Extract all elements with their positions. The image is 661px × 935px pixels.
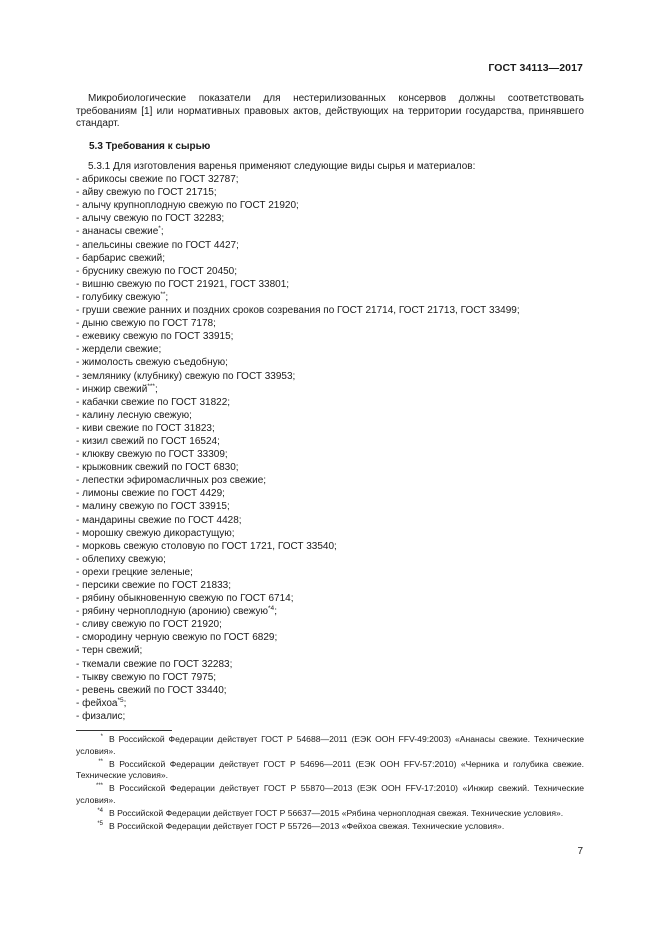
list-item	[76, 173, 586, 186]
list-item-text: - инжир свежий	[76, 383, 148, 395]
list-item	[76, 199, 586, 212]
list-item	[76, 435, 586, 448]
list-item	[76, 487, 586, 500]
list-item-text: - облепиху свежую;	[76, 553, 166, 565]
list-item	[76, 239, 586, 252]
footnote	[76, 759, 584, 782]
list-item	[76, 527, 586, 540]
footnotes	[76, 734, 584, 834]
list-item	[76, 579, 586, 592]
list-item	[76, 343, 586, 356]
list-item	[76, 514, 586, 527]
list-item-tail: ;	[274, 606, 277, 618]
list-item	[76, 540, 586, 553]
footnote-mark	[76, 734, 109, 746]
list-item	[76, 618, 586, 631]
list-item	[76, 370, 586, 383]
intro-text: Микробиологические показатели для нестерилизованных консервов должны соответствовать требованиям [1] или нормативных правовых актов, действующих на территории государства, принявшего стандарт.	[76, 93, 584, 130]
intro-paragraph	[76, 93, 584, 131]
list-item	[76, 553, 586, 566]
raw-materials-list	[76, 173, 586, 723]
list-item-text: - барбарис свежий;	[76, 252, 166, 264]
list-item	[76, 671, 586, 684]
list-item	[76, 186, 586, 199]
list-item	[76, 697, 586, 710]
list-item-text: - киви свежие по ГОСТ 31823;	[76, 422, 215, 434]
list-item-text: - ткемали свежие по ГОСТ 32283;	[76, 658, 233, 670]
list-item-text: - тыкву свежую по ГОСТ 7975;	[76, 671, 217, 683]
footnote-ref: *	[158, 225, 161, 233]
list-item	[76, 605, 586, 618]
list-item	[76, 684, 586, 697]
standard-code-header: ГОСТ 34113—2017	[488, 62, 583, 74]
list-item-text: - персики свежие по ГОСТ 21833;	[76, 580, 231, 591]
list-item-text: - калину лесную свежую;	[76, 409, 192, 421]
list-item-text: - апельсины свежие по ГОСТ 4427;	[76, 239, 239, 251]
list-item-text: - орехи грецкие зеленые;	[76, 566, 193, 578]
list-item-text: - жимолость свежую съедобную;	[76, 357, 228, 369]
list-intro: 5.3.1 Для изготовления варенья применяют следующие виды сырья и материалов:	[88, 161, 476, 172]
footnote-text: В Российской Федерации действует ГОСТ Р 56637—2015 «Рябина черноплодная свежая. Технические условия».	[109, 808, 564, 819]
list-item-text: - рябину обыкновенную свежую по ГОСТ 6714;	[76, 593, 294, 605]
list-item	[76, 317, 586, 330]
list-item-text: - землянику (клубнику) свежую по ГОСТ 33953;	[76, 370, 296, 382]
section-title: 5.3 Требования к сырью	[89, 141, 211, 152]
list-item	[76, 422, 586, 435]
list-item-text: - лимоны свежие по ГОСТ 4429;	[76, 488, 225, 500]
list-item	[76, 631, 586, 644]
list-item	[76, 592, 586, 605]
list-item	[76, 252, 586, 265]
footnote-mark-symbol: *	[100, 734, 103, 740]
list-item-text: - морковь свежую столовую по ГОСТ 1721, ГОСТ 33540;	[76, 540, 337, 552]
list-item-tail: ;	[123, 697, 127, 709]
list-item-text: - ревень свежий по ГОСТ 33440;	[76, 684, 227, 696]
list-item-text: - голубику свежую	[76, 291, 161, 303]
list-item-text: - ананасы свежие	[76, 226, 159, 238]
list-item	[76, 291, 586, 304]
list-item-text: - абрикосы свежие по ГОСТ 32787;	[76, 174, 239, 186]
footnote-mark	[76, 808, 109, 820]
list-item	[76, 710, 586, 723]
footnote	[76, 734, 584, 757]
footnote-mark	[76, 821, 109, 833]
footnote-text: В Российской Федерации действует ГОСТ Р 55726—2013 «Фейхоа свежая. Технические условия».	[109, 821, 505, 832]
list-item	[76, 212, 586, 225]
list-item-tail: ;	[160, 226, 164, 238]
list-item	[76, 500, 586, 513]
footnote	[76, 783, 584, 806]
footnote-ref: **	[160, 290, 166, 298]
list-item	[76, 474, 586, 487]
footnote	[76, 821, 584, 833]
list-item-text: - кабачки свежие по ГОСТ 31822;	[76, 396, 231, 408]
footnote-ref: *5	[117, 696, 124, 704]
page-number: 7	[577, 846, 583, 857]
footnote-mark-symbol: **	[98, 758, 103, 765]
list-item-text: - алычу свежую по ГОСТ 32283;	[76, 213, 225, 225]
footnote-mark-symbol: *5	[97, 821, 103, 828]
footnote	[76, 808, 584, 820]
list-item-text: - физалис;	[76, 710, 126, 722]
list-item-text: - фейхоа	[76, 697, 118, 709]
list-item	[76, 566, 586, 579]
list-item	[76, 396, 586, 409]
list-item-text: - дыню свежую по ГОСТ 7178;	[76, 318, 216, 330]
footnote-separator	[76, 730, 172, 731]
list-item-text: - ежевику свежую по ГОСТ 33915;	[76, 331, 234, 343]
list-item	[76, 225, 586, 238]
footnote-text: В Российской Федерации действует ГОСТ Р 54696—2011 (ЕЭК ООН FFV-57:2010) «Черника и голубика свежие. Технические условия».	[76, 758, 584, 781]
footnote-ref: *4	[268, 605, 275, 613]
list-item-tail: ;	[165, 291, 169, 303]
list-item-tail: ;	[154, 383, 158, 395]
list-item-text: - рябину черноплодную (аронию) свежую	[76, 606, 269, 618]
list-item-text: - мандарины свежие по ГОСТ 4428;	[76, 514, 242, 526]
list-item	[76, 461, 586, 474]
list-item-text: - лепестки эфиромасличных роз свежие;	[76, 475, 267, 487]
footnote-text: В Российской Федерации действует ГОСТ Р 54688—2011 (ЕЭК ООН FFV-49:2003) «Ананасы свежие. Технические условия».	[76, 734, 584, 756]
list-item-text: - груши свежие ранних и поздних сроков созревания по ГОСТ 21714, ГОСТ 21713, ГОСТ 33499;	[76, 305, 520, 317]
footnote-text: В Российской Федерации действует ГОСТ Р 55870—2013 (ЕЭК ООН FFV-17:2010) «Инжир свежий. Технические условия».	[76, 783, 584, 805]
list-item-text: - жердели свежие;	[76, 344, 162, 356]
list-item	[76, 304, 586, 317]
list-item	[76, 356, 586, 369]
list-item-text: - айву свежую по ГОСТ 21715;	[76, 187, 217, 199]
list-item	[76, 409, 586, 422]
footnote-mark	[76, 759, 109, 771]
list-item-text: - терн свежий;	[76, 645, 143, 657]
list-item	[76, 330, 586, 343]
list-item-text: - кизил свежий по ГОСТ 16524;	[76, 435, 220, 447]
list-item-text: - морошку свежую дикорастущую;	[76, 527, 235, 539]
list-item-text: - алычу крупноплодную свежую по ГОСТ 21920;	[76, 200, 299, 212]
list-item-text: - смородину черную свежую по ГОСТ 6829;	[76, 632, 278, 644]
list-item-text: - сливу свежую по ГОСТ 21920;	[76, 619, 222, 631]
footnote-mark	[76, 783, 109, 795]
footnote-ref: ***	[147, 382, 155, 390]
list-item	[76, 658, 586, 671]
list-item	[76, 644, 586, 657]
list-item	[76, 383, 586, 396]
footnote-mark-symbol: *4	[97, 808, 103, 815]
list-item	[76, 448, 586, 461]
list-item	[76, 278, 586, 291]
list-item	[76, 265, 586, 278]
list-item-text: - малину свежую по ГОСТ 33915;	[76, 501, 230, 513]
list-item-text: - крыжовник свежий по ГОСТ 6830;	[76, 462, 239, 474]
raw-materials-list-block	[76, 160, 586, 723]
list-item-text: - клюкву свежую по ГОСТ 33309;	[76, 449, 228, 461]
footnote-mark-symbol: ***	[95, 783, 103, 790]
list-item-text: - вишню свежую по ГОСТ 21921, ГОСТ 33801;	[76, 278, 290, 290]
list-item-text: - бруснику свежую по ГОСТ 20450;	[76, 265, 238, 277]
